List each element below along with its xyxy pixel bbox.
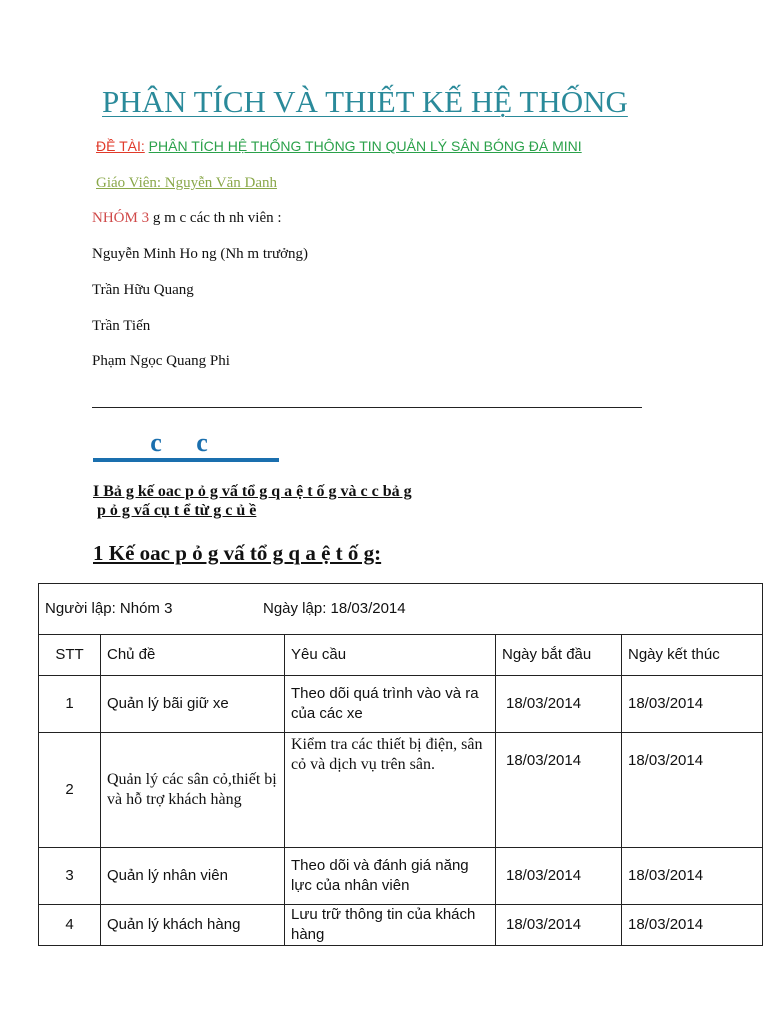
member-2: Trần Hữu Quang	[92, 282, 194, 298]
cell-requirement: Theo dõi và đánh giá năng lực của nhân viên	[285, 848, 496, 905]
cell-end-date: 18/03/2014	[622, 848, 763, 905]
teacher-line: Giáo Viên: Nguyễn Văn Danh	[96, 175, 278, 191]
cell-requirement: Theo dõi quá trình vào và ra của các xe	[285, 676, 496, 733]
cell-requirement: Lưu trữ thông tin của khách hàng	[285, 905, 496, 946]
cell-topic: Quản lý nhân viên	[101, 848, 285, 905]
date-label: Ngày lập: 18/03/2014	[263, 600, 406, 617]
member-4: Phạm Ngọc Quang Phi	[92, 353, 230, 369]
group-line	[92, 210, 282, 227]
author-label: Người lập: Nhóm 3	[45, 600, 173, 617]
group-name: NHÓM 3	[92, 210, 150, 226]
cell-end-date: 18/03/2014	[622, 676, 763, 733]
col-start-date: Ngày bắt đầu	[496, 635, 622, 676]
table-row	[39, 905, 763, 946]
cell-requirement: Kiểm tra các thiết bị điện, sân cỏ và dịch vụ trên sân.	[285, 733, 496, 848]
topic-label: ĐỀ TÀI:	[96, 138, 145, 154]
topic-line	[96, 138, 582, 154]
cell-topic: Quản lý bãi giữ xe	[101, 676, 285, 733]
cell-stt: 3	[39, 848, 101, 905]
table-row	[39, 676, 763, 733]
section-2-heading: 1 Kế oac p ỏ g vấ tổ g q a ệ t ố g:	[93, 541, 382, 565]
col-end-date: Ngày kết thúc	[622, 635, 763, 676]
col-topic: Chủ đề	[101, 635, 285, 676]
cell-start-date: 18/03/2014	[496, 905, 622, 946]
col-requirement: Yêu cầu	[285, 635, 496, 676]
table-header-row	[39, 635, 763, 676]
document-title: PHÂN TÍCH VÀ THIẾT KẾ HỆ THỐNG	[102, 84, 628, 119]
member-3: Trần Tiến	[92, 318, 151, 334]
table-row	[39, 848, 763, 905]
table-row	[39, 733, 763, 848]
cell-start-date: 18/03/2014	[496, 676, 622, 733]
member-1: Nguyễn Minh Ho ng (Nh m trưởng)	[92, 246, 309, 262]
cell-stt: 4	[39, 905, 101, 946]
interview-plan-table	[38, 583, 763, 946]
table-meta-row	[39, 584, 763, 635]
cell-end-date: 18/03/2014	[622, 733, 763, 848]
section-1-heading	[93, 482, 412, 520]
cell-topic: Quản lý các sân cỏ,thiết bị và hỗ trợ khách hàng	[101, 733, 285, 848]
section-1-line-1: I Bả g kế oac p ỏ g vấ tổ g q a ệ t ố g và c c bả g	[93, 483, 412, 500]
cell-stt: 1	[39, 676, 101, 733]
divider-line	[92, 407, 642, 408]
group-description: g m c các th nh viên :	[152, 210, 282, 226]
cell-start-date: 18/03/2014	[496, 848, 622, 905]
section-1-line-2: p ỏ g vấ cụ t ể từ g c ủ ề	[97, 502, 257, 519]
toc-heading: c c	[93, 428, 279, 462]
cell-stt: 2	[39, 733, 101, 848]
col-stt: STT	[39, 635, 101, 676]
topic-value: PHÂN TÍCH HỆ THỐNG THÔNG TIN QUẢN LÝ SÂN BÓNG ĐÁ MINI	[148, 138, 582, 154]
cell-end-date: 18/03/2014	[622, 905, 763, 946]
cell-start-date: 18/03/2014	[496, 733, 622, 848]
cell-topic: Quản lý khách hàng	[101, 905, 285, 946]
